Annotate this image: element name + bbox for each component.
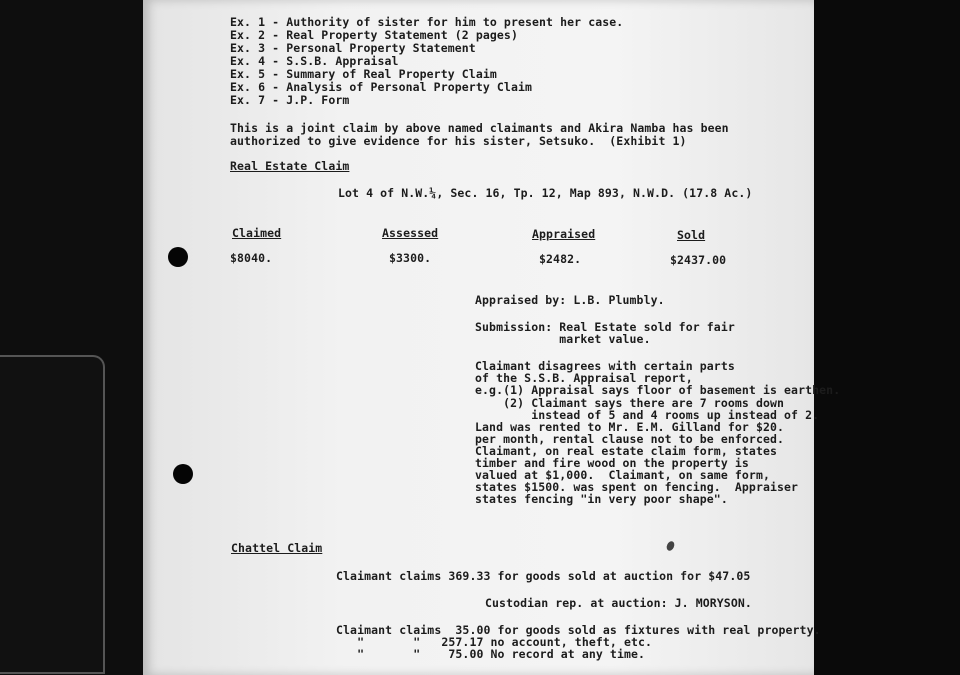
note-line: Claimant disagrees with certain parts xyxy=(475,359,735,373)
claimed-label: Claimed xyxy=(232,226,282,240)
custodian-line: Custodian rep. at auction: J. MORYSON. xyxy=(485,596,752,610)
appraised-by: Appraised by: L.B. Plumbly. xyxy=(475,293,665,307)
exhibit-line: Ex. 3 - Personal Property Statement xyxy=(230,41,476,55)
appraised-label: Appraised xyxy=(532,227,596,241)
intro-line: authorized to give evidence for his sister, Setsuko. (Exhibit 1) xyxy=(230,134,687,148)
chattel-line: " " 75.00 No record at any time. xyxy=(336,647,646,661)
appraised-value: $2482. xyxy=(539,252,582,266)
note-line: states $1500. was spent on fencing. Appraiser xyxy=(475,480,799,494)
assessed-value: $3300. xyxy=(389,251,432,265)
intro-line: This is a joint claim by above named claimants and Akira Namba has been xyxy=(230,121,729,135)
exhibit-line: Ex. 4 - S.S.B. Appraisal xyxy=(230,54,399,68)
note-line: Claimant, on real estate claim form, states xyxy=(475,444,778,458)
submission-line: Submission: Real Estate sold for fair xyxy=(475,320,735,334)
exhibit-line: Ex. 1 - Authority of sister for him to present her case. xyxy=(230,15,624,29)
lot-description: Lot 4 of N.W.¼, Sec. 16, Tp. 12, Map 893, N.W.D. (17.8 Ac.) xyxy=(338,186,753,200)
punch-hole-upper xyxy=(168,247,188,267)
chattel-line: Claimant claims 35.00 for goods sold as fixtures with real property. xyxy=(336,623,821,637)
exhibit-line: Ex. 2 - Real Property Statement (2 pages) xyxy=(230,28,518,42)
note-line: of the S.S.B. Appraisal report, xyxy=(475,371,693,385)
punch-hole-lower xyxy=(173,464,193,484)
note-line: states fencing "in very poor shape". xyxy=(475,492,728,506)
ink-smudge xyxy=(665,540,676,552)
note-line: per month, rental clause not to be enforced. xyxy=(475,432,785,446)
note-line: Land was rented to Mr. E.M. Gilland for $20. xyxy=(475,420,785,434)
exhibit-line: Ex. 6 - Analysis of Personal Property Claim xyxy=(230,80,533,94)
chattel-line: " " 257.17 no account, theft, etc. xyxy=(336,635,653,649)
note-line: instead of 5 and 4 rooms up instead of 2. xyxy=(475,408,820,422)
folder-tab xyxy=(0,355,105,674)
real-estate-heading: Real Estate Claim xyxy=(230,159,350,173)
submission-line: market value. xyxy=(475,332,651,346)
note-line: timber and fire wood on the property is xyxy=(475,456,749,470)
auction-claim: Claimant claims 369.33 for goods sold at auction for $47.05 xyxy=(336,569,751,583)
note-line: e.g.(1) Appraisal says floor of basement is earthen. xyxy=(475,383,841,397)
chattel-heading: Chattel Claim xyxy=(231,541,323,555)
note-line: valued at $1,000. Claimant, on same form, xyxy=(475,468,770,482)
sold-label: Sold xyxy=(677,228,706,242)
assessed-label: Assessed xyxy=(382,226,439,240)
note-line: (2) Claimant says there are 7 rooms down xyxy=(475,396,785,410)
claimed-value: $8040. xyxy=(230,251,273,265)
exhibit-line: Ex. 7 - J.P. Form xyxy=(230,93,350,107)
document-page xyxy=(143,0,841,675)
scanner-background-right xyxy=(812,0,960,675)
exhibit-line: Ex. 5 - Summary of Real Property Claim xyxy=(230,67,497,81)
sold-value: $2437.00 xyxy=(670,253,727,267)
